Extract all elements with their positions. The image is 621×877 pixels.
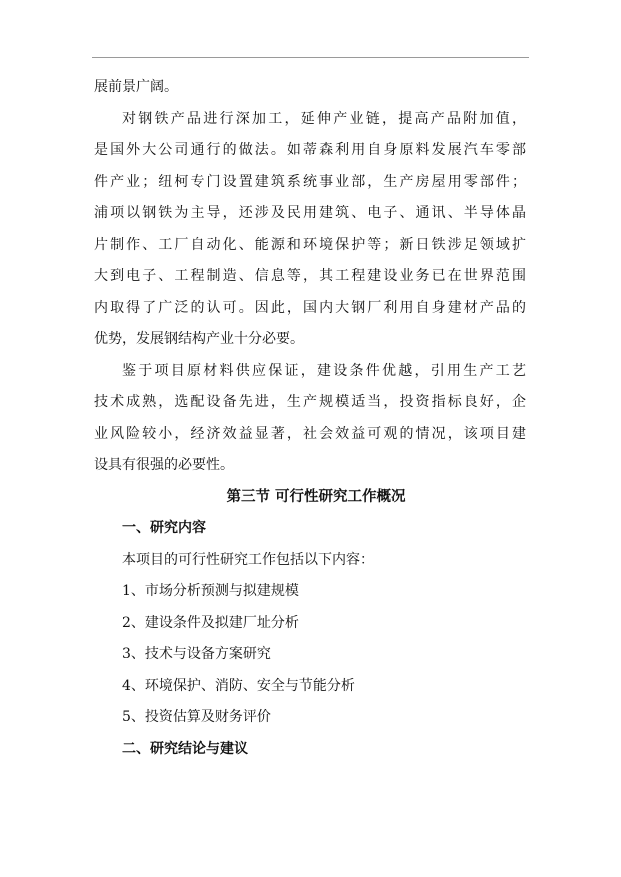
research-items-list	[94, 576, 526, 734]
list-item: 4、环境保护、消防、安全与节能分析	[122, 677, 355, 694]
list-item: 5、投资估算及财务评价	[122, 709, 271, 725]
paragraph-line: 件产业；纽柯专门设置建筑系统事业部，生产房屋用零部件；	[94, 173, 526, 190]
paragraph-line: 鉴于项目原材料供应保证，建设条件优越，引用生产工艺	[122, 362, 526, 379]
list-item: 3、技术与设备方案研究	[122, 646, 271, 662]
intro-text: 本项目的可行性研究工作包括以下内容：	[122, 551, 374, 568]
paragraph-line: 片制作、工厂自动化、能源和环境保护等；新日铁涉足领域扩	[94, 236, 526, 253]
paragraph-line: 对钢铁产品进行深加工，延伸产业链，提高产品附加值，	[122, 110, 526, 127]
section-title: 第三节 可行性研究工作概况	[226, 488, 406, 505]
paragraph-line: 大到电子、工程制造、信息等，其工程建设业务已在世界范围	[94, 268, 526, 284]
header-rule	[92, 57, 529, 58]
paragraph-line: 业风险较小，经济效益显著，社会效益可观的情况，该项目建	[94, 425, 526, 442]
list-item: 1、市场分析预测与拟建规模	[122, 583, 299, 599]
paragraph-line: 是国外大公司通行的做法。如蒂森利用自身原料发展汽车零部	[94, 142, 526, 158]
paragraph-necessity	[94, 356, 526, 482]
paragraph-line: 设具有很强的必要性。	[94, 457, 234, 473]
list-item: 2、建设条件及拟建厂址分析	[122, 614, 299, 631]
paragraph-line: 展前景广阔。	[94, 79, 178, 95]
heading-research-content: 一、研究内容	[122, 520, 206, 536]
document-page	[94, 72, 526, 765]
paragraph-line: 技术成熟，选配设备先进，生产规模适当，投资指标良好，企	[94, 394, 526, 410]
paragraph-line: 浦项以钢铁为主导，还涉及民用建筑、电子、通讯、半导体晶	[94, 205, 526, 221]
heading-conclusions: 二、研究结论与建议	[122, 740, 248, 757]
paragraph-line: 优势，发展钢结构产业十分必要。	[94, 331, 304, 347]
paragraph-line: 内取得了广泛的认可。因此，国内大钢厂利用自身建材产品的	[94, 299, 526, 316]
paragraph-steel-processing	[94, 104, 526, 356]
